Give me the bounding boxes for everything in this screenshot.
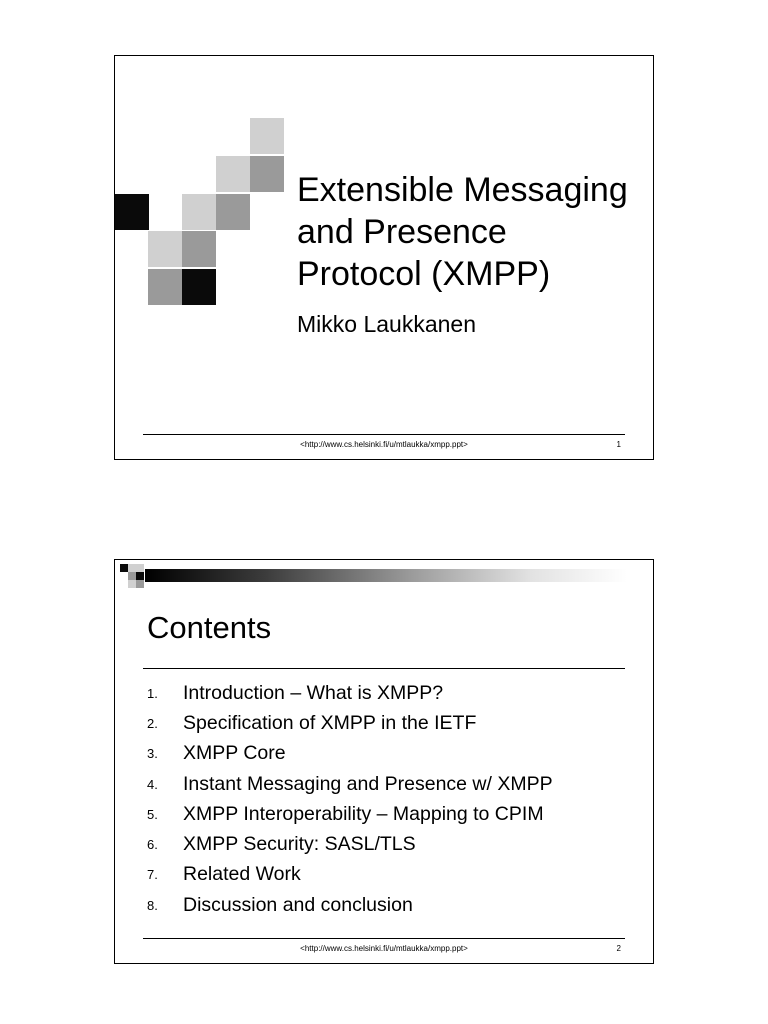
item-number: 6. bbox=[147, 837, 158, 853]
item-number: 7. bbox=[147, 867, 158, 883]
list-item bbox=[147, 769, 553, 799]
item-number: 8. bbox=[147, 897, 158, 913]
decorative-square bbox=[136, 564, 144, 572]
item-number: 5. bbox=[147, 806, 158, 822]
item-text: Introduction – What is XMPP? bbox=[183, 681, 444, 704]
decorative-square bbox=[148, 269, 182, 305]
title-line: Protocol (XMPP) bbox=[297, 255, 551, 293]
item-text: XMPP Core bbox=[183, 742, 286, 765]
decorative-square bbox=[216, 194, 250, 230]
list-item bbox=[147, 678, 553, 708]
decorative-square bbox=[250, 118, 284, 154]
contents-list bbox=[147, 678, 553, 920]
item-text: XMPP Security: SASL/TLS bbox=[183, 833, 416, 856]
decorative-square bbox=[182, 231, 216, 267]
decorative-square bbox=[120, 564, 128, 572]
footer-url: <http://www.cs.helsinki.fi/u/mtlaukka/xmpp.ppt> bbox=[300, 440, 468, 449]
item-number: 2. bbox=[147, 715, 158, 731]
item-number: 4. bbox=[147, 776, 158, 792]
decorative-square bbox=[136, 580, 144, 588]
title-line: Extensible Messaging bbox=[297, 171, 628, 209]
decorative-square bbox=[148, 231, 182, 267]
author-name: Mikko Laukkanen bbox=[297, 311, 476, 337]
title-slide bbox=[114, 55, 654, 460]
list-item bbox=[147, 860, 553, 890]
decorative-square bbox=[182, 194, 216, 230]
page-number: 1 bbox=[616, 440, 621, 449]
item-number: 3. bbox=[147, 746, 158, 762]
title-divider bbox=[143, 668, 625, 669]
list-item bbox=[147, 708, 553, 738]
list-item bbox=[147, 829, 553, 859]
decorative-square bbox=[250, 156, 284, 192]
footer-divider bbox=[143, 434, 625, 435]
list-item bbox=[147, 799, 553, 829]
gradient-bar bbox=[145, 569, 627, 582]
item-text: Discussion and conclusion bbox=[183, 893, 413, 916]
decorative-square bbox=[128, 564, 136, 572]
footer-url: <http://www.cs.helsinki.fi/u/mtlaukka/xmpp.ppt> bbox=[300, 944, 468, 953]
item-text: XMPP Interoperability – Mapping to CPIM bbox=[183, 802, 544, 825]
contents-slide bbox=[114, 559, 654, 964]
item-text: Instant Messaging and Presence w/ XMPP bbox=[183, 772, 553, 795]
decorative-square bbox=[182, 269, 216, 305]
item-number: 1. bbox=[147, 685, 158, 701]
item-text: Related Work bbox=[183, 863, 301, 886]
decorative-square bbox=[115, 194, 149, 230]
decorative-square bbox=[216, 156, 250, 192]
decorative-square bbox=[136, 572, 144, 580]
list-item bbox=[147, 739, 553, 769]
footer-divider bbox=[143, 938, 625, 939]
title-line: and Presence bbox=[297, 213, 507, 251]
list-item bbox=[147, 890, 553, 920]
slide-title bbox=[297, 169, 628, 295]
slide-title: Contents bbox=[147, 610, 272, 645]
decorative-square bbox=[128, 572, 136, 580]
item-text: Specification of XMPP in the IETF bbox=[183, 711, 477, 734]
decorative-square bbox=[128, 580, 136, 588]
page-number: 2 bbox=[616, 944, 621, 953]
